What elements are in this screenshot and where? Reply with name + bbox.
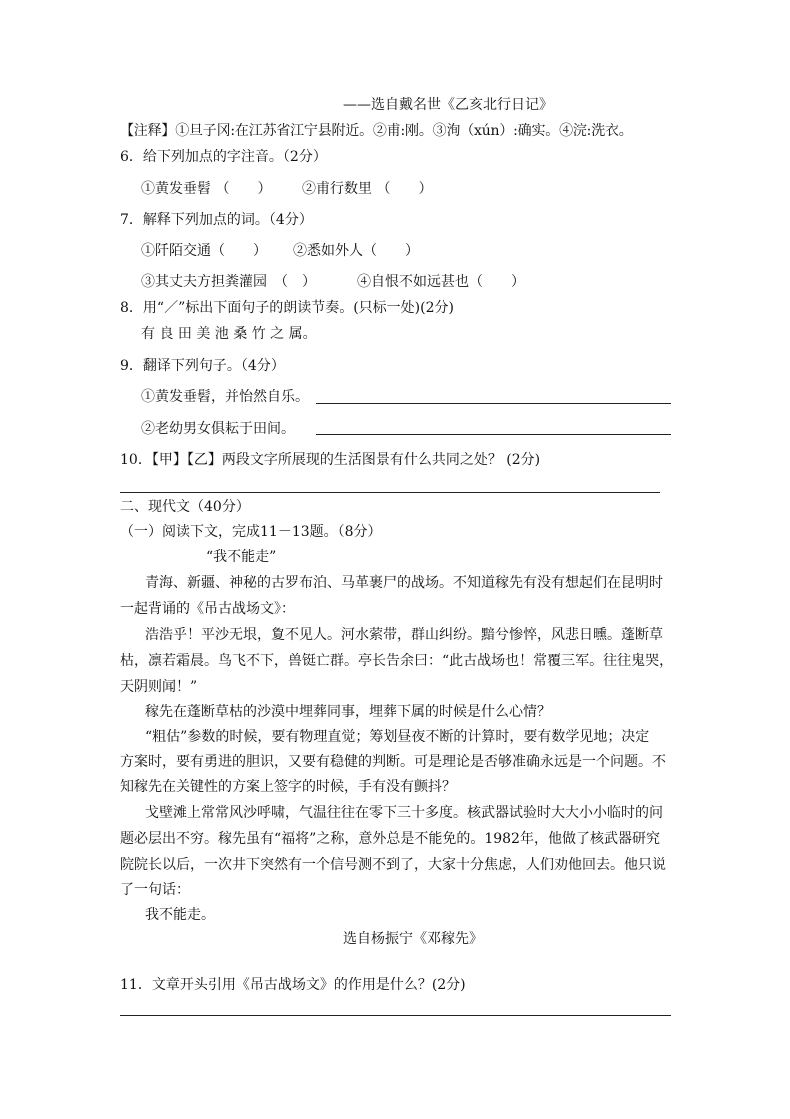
question-8-stem: 8．用“／”标出下面句子的朗读节奏。(只标一处)(2分): [120, 300, 454, 316]
section-2-title: 二、现代文（40分）: [120, 499, 250, 515]
question-9-stem: 9．翻译下列句子。（4分）: [120, 358, 285, 374]
source-attribution-b: 选自杨振宁《邓稼先》: [343, 931, 483, 947]
passage-line: 戈壁滩上常常风沙呼啸，气温往往在零下三十多度。核武器试验时大大小小临时的问: [145, 805, 663, 821]
passage-line: 我不能走。: [145, 907, 215, 923]
passage-line: 院院长以后，一次井下突然有一个信号测不到了，大家十分焦虑，人们劝他回去。他只说: [120, 857, 666, 873]
question-9-item-2: ②老幼男女俱耘于田间。: [141, 421, 295, 437]
answer-line-9-2[interactable]: [316, 434, 671, 435]
answer-line-10[interactable]: [120, 492, 660, 493]
passage-line: 了一句话：: [120, 882, 190, 898]
passage-line: 天阴则闻！”: [120, 679, 198, 695]
question-6-item-1: ①黄发垂髫 （ ）: [141, 181, 272, 197]
passage-line: 题必层出不穷。稼先虽有“福将”之称，意外总是不能免的。1982年，他做了核武器研究: [120, 831, 660, 847]
passage-line: 知稼先在关键性的方案上签字的时候，手有没有颤抖？: [120, 779, 456, 795]
section-2-subtitle: （一）阅读下文，完成11－13题。（8分）: [120, 524, 382, 540]
question-7-item-4: ④自恨不如远甚也（ ）: [357, 274, 525, 290]
question-8-sentence: 有 良 田 美 池 桑 竹 之 属。: [141, 326, 317, 342]
article-title: “我不能走”: [206, 549, 277, 565]
passage-line: 枯，凛若霜晨。鸟飞不下，兽铤亡群。亭长告余曰：“此古战场也！常覆三军。往往鬼哭，: [120, 653, 674, 669]
passage-line: 方案时，要有勇进的胆识，又要有稳健的判断。可是理论是否够准确永远是一个问题。不: [120, 754, 666, 770]
passage-line: 一起背诵的《吊古战场文》：: [120, 601, 295, 617]
annotation-note: 【注释】①旦子冈:在江苏省江宁县附近。②甫:刚。③洵（xún）:确实。④浣:洗衣。: [120, 123, 633, 139]
question-10-stem: 10．【甲】【乙】两段文字所展现的生活图景有什么共同之处？ (2分): [120, 452, 541, 468]
question-11-stem: 11．文章开头引用《吊古战场文》的作用是什么？(2分): [120, 977, 466, 993]
passage-line: “粗估”参数的时候，要有物理直觉；筹划昼夜不断的计算时，要有数学见地；决定: [145, 729, 650, 745]
question-6-item-2: ②甫行数里 （ ）: [302, 181, 433, 197]
question-7-stem: 7．解释下列加点的词。（4分）: [120, 212, 313, 228]
passage-line: 青海、新疆、神秘的古罗布泊、马革裹尸的战场。不知道稼先有没有想起们在昆明时: [145, 575, 663, 591]
answer-line-11[interactable]: [120, 1015, 671, 1016]
question-9-item-1: ①黄发垂髫，并怡然自乐。: [141, 389, 309, 405]
passage-line: 稼先在蓬断草枯的沙漠中埋葬同事，埋葬下属的时候是什么心情？: [145, 704, 551, 720]
passage-line: 浩浩乎！平沙无垠，夐不见人。河水萦带，群山纠纷。黯兮惨悴，风悲日曛。蓬断草: [145, 627, 663, 643]
question-6-stem: 6．给下列加点的字注音。（2分）: [120, 149, 327, 165]
answer-line-9-1[interactable]: [316, 403, 671, 404]
question-7-item-2: ②悉如外人（ ）: [293, 243, 419, 259]
source-attribution-a: ——选自戴名世《乙亥北行日记》: [343, 97, 553, 113]
question-7-item-1: ①阡陌交通（ ）: [141, 243, 267, 259]
question-7-item-3: ③其丈夫方担粪灌园 （ ）: [141, 274, 316, 290]
